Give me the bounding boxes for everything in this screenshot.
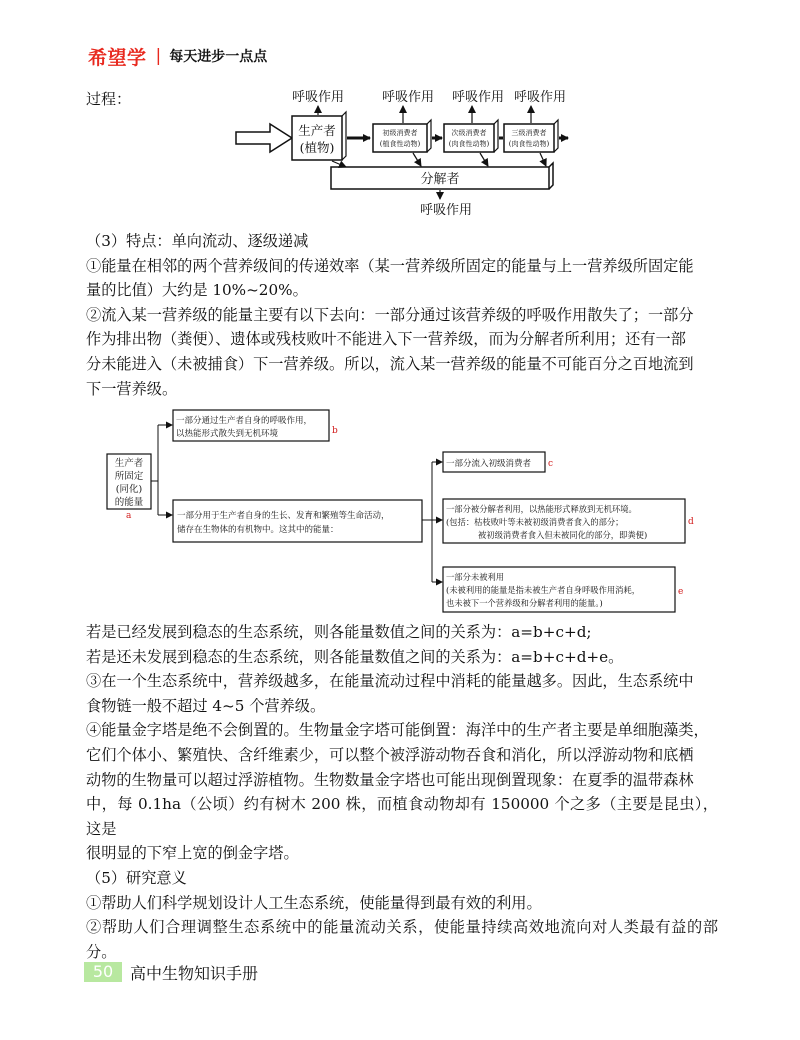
relation-unstable: 若是还未发展到稳态的生态系统，则各能量数值之间的关系为：a=b+c+d+e。 [86,647,624,666]
secondary-consumer-line1: 次级消费者 [451,129,487,137]
tag-e: e [678,587,684,597]
relation-stable: 若是已经发展到稳态的生态系统，则各能量数值之间的关系为：a=b+c+d; [86,623,592,641]
book-title: 高中生物知识手册 [130,964,259,983]
respiration-label: 呼吸作用 [291,90,345,105]
tag-b: b [332,426,338,436]
tertiary-consumer-line1: 三级消费者 [511,129,547,137]
secondary-consumer-line2: (肉食性动物) [448,140,490,148]
root-label-line: (同化) [115,484,143,495]
tag-d: d [688,517,694,527]
para-5b: ②帮助人们合理调整生态系统中的能量流动关系，使能量持续高效地流向对人类最有益的部分。 [86,918,718,961]
tag-c: c [548,459,554,469]
para-1-line: 量的比值）大约是 10%~20%。 [86,281,308,300]
root-label-line: 的能量 [114,497,144,508]
page-number-badge: 50 [84,962,122,982]
root-label-line: 生产者 [114,458,144,469]
para-5a: ①帮助人们科学规划设计人工生态系统，使能量得到最有效的利用。 [86,893,542,912]
text-block-relations [86,620,718,964]
para-2-line: ②流入某一营养级的能量主要有以下去向：一部分通过该营养级的呼吸作用散失了；一部分 [86,305,694,324]
respiration-label: 呼吸作用 [381,90,435,105]
unused-energy-line: 也未被下一个营养级和分解者利用的能量。) [446,598,603,608]
unused-energy-line: 一部分未被利用 [446,572,505,582]
unused-energy-line: (未被利用的能量是指未被生产者自身呼吸作用消耗， [446,585,641,595]
process-label: 过程： [86,90,132,108]
producer-label-line2: (植物) [299,140,335,155]
growth-storage-box [173,500,422,542]
respiration-loss-line: 一部分通过生产者自身的呼吸作用， [176,416,313,426]
root-label-line: 所固定 [114,471,144,482]
respiration-label: 呼吸作用 [451,90,505,105]
producer-label-line1: 生产者 [298,123,336,138]
para-3-line: 食物链一般不超过 4~5 个营养级。 [86,696,326,715]
para-1-line: ①能量在相邻的两个营养级间的传递效率（某一营养级所固定的能量与上一营养级所固定能 [86,256,694,275]
header-separator: | [155,46,162,66]
para-3-line: ③在一个生态系统中，营养级越多，在能量流动过程中消耗的能量越多。因此，生态系统中 [86,672,694,691]
tag-a: a [126,511,132,521]
primary-consumer-line2: (植食性动物) [379,140,421,148]
para-2-line: 作为排出物（粪便）、遗体或残枝败叶不能进入下一营养级，而为分解者所利用；还有一部 [86,330,686,349]
para-4-line: 中，每 0.1ha（公顷）约有树木 200 株，而植食动物却有 150000 个之多（主要是昆虫），这是 [86,795,718,838]
primary-consumer-line1: 初级消费者 [382,129,418,137]
respiration-label: 呼吸作用 [513,90,567,105]
respiration-loss-line: 以热能形式散失到无机环境 [176,429,279,439]
growth-storage-line: 储存在生物体的有机物中。这其中的能量： [177,525,339,535]
para-2-line: 下一营养级。 [86,379,178,398]
section-3-title: （3）特点：单向流动、逐级递减 [86,232,309,250]
decomposer-respiration-label: 呼吸作用 [419,203,473,218]
para-4-line: 它们个体小、繁殖快、含纤维素少，可以整个被浮游动物吞食和消化，所以浮游动物和底栖 [86,745,694,764]
brand-logo: 希望学 [88,46,147,69]
growth-storage-line: 一部分用于生产者自身的生长、发育和繁殖等生命活动， [177,511,390,521]
header-slogan: 每天进步一点点 [169,49,268,65]
decomposer-use-line: 一部分被分解者利用，以热能形式释放到无机环境。 [446,504,637,514]
para-4-line: ④能量金字塔是绝不会倒置的。生物量金字塔可能倒置：海洋中的生产者主要是单细胞藻类， [86,721,709,740]
decomposer-use-line: (包括：枯枝败叶等未被初级消费者食入的部分； [446,517,624,527]
decomposer-label: 分解者 [420,172,460,187]
tertiary-consumer-line2: (肉食性动物) [508,140,550,148]
section-5-title: （5）研究意义 [86,868,187,887]
primary-consumer-flow-label: 一部分流入初级消费者 [446,459,532,469]
decomposer-use-line: 被初级消费者食入但未被同化的部分，即粪便) [478,530,648,540]
para-2-line: 分未能进入（未被捕食）下一营养级。所以，流入某一营养级的能量不可能百分之百地流到 [86,354,694,373]
para-4-line: 很明显的下窄上宽的倒金字塔。 [86,844,299,863]
para-4-line: 动物的生物量可以超过浮游植物。生物数量金字塔也可能出现倒置现象：在夏季的温带森林 [86,770,694,789]
